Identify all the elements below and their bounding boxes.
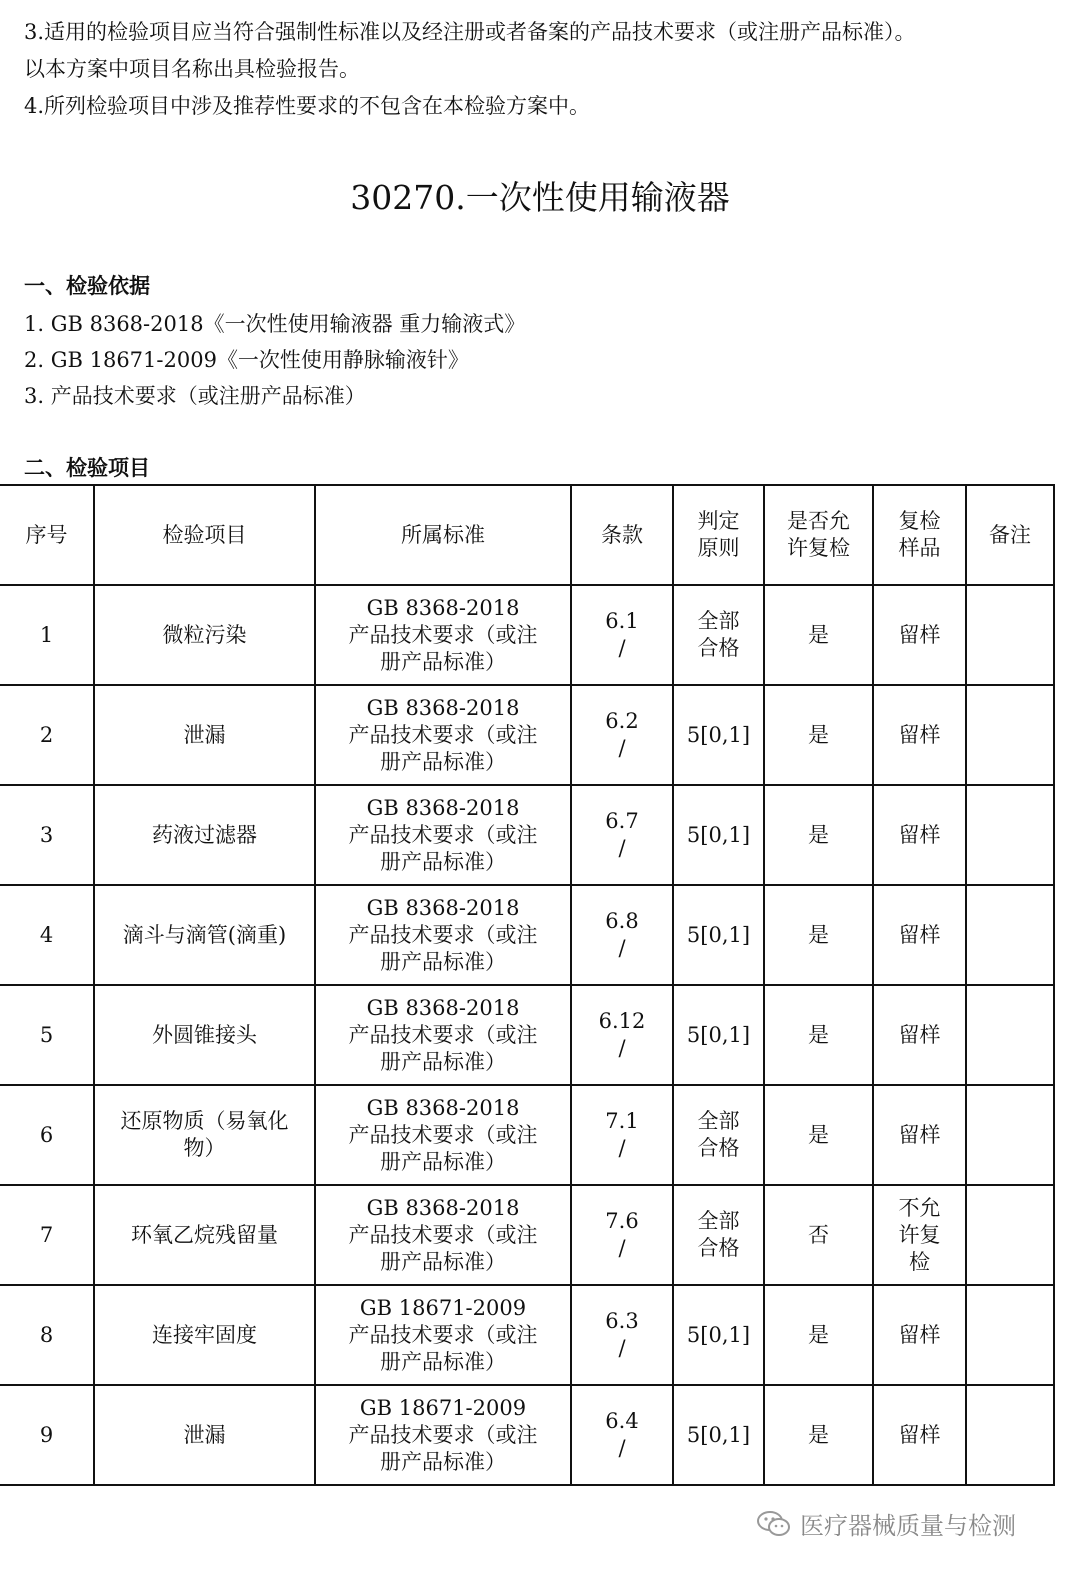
cell-item-line: 滴斗与滴管(滴重) [122,922,287,947]
cell-item [94,885,315,985]
cell-clause [571,1085,673,1185]
cell-standard-line: 册产品标准） [380,1049,506,1074]
header-remark: 备注 [966,485,1054,585]
cell-standard [315,1185,571,1285]
cell-standard-line: 册产品标准） [380,949,506,974]
cell-standard-line: 册产品标准） [380,849,506,874]
cell-remark [966,885,1054,985]
cell-standard-line: GB 18671-2009 [359,1295,527,1320]
table-row [0,1285,1054,1385]
cell-standard-line: GB 8368-2018 [366,895,520,920]
cell-no: 5 [0,985,94,1085]
clause-slash: / [618,1136,626,1160]
cell-no: 8 [0,1285,94,1385]
cell-sample-line: 留样 [898,622,941,647]
cell-recheck: 是 [764,1085,873,1185]
cell-standard [315,1085,571,1185]
table-row [0,1185,1054,1285]
clause-number: 6.3 [605,1309,639,1333]
cell-rule-line: 合格 [697,636,740,660]
cell-item-line: 微粒污染 [162,622,247,647]
cell-item-line: 外圆锥接头 [152,1022,257,1047]
header-recheck-line: 许复检 [787,536,850,560]
cell-clause [571,1285,673,1385]
cell-sample-line: 留样 [898,1122,941,1147]
header-rule-line: 原则 [697,536,740,560]
note-line: 3.适用的检验项目应当符合强制性标准以及经注册或者备案的产品技术要求（或注册产品标准）。 [24,20,916,44]
cell-clause [571,585,673,685]
cell-sample [873,985,966,1085]
cell-standard [315,785,571,885]
cell-item [94,685,315,785]
cell-rule-line: 5[0,1] [686,1022,751,1047]
cell-rule-line: 全部 [697,1209,740,1233]
cell-sample [873,1285,966,1385]
notes [24,14,1064,125]
cell-no: 7 [0,1185,94,1285]
clause-number: 7.1 [605,1109,639,1133]
clause-number: 6.4 [605,1409,639,1433]
cell-sample-line: 不允 [898,1195,941,1220]
clause-number: 6.8 [605,909,639,933]
cell-item-line: 物） [183,1136,226,1160]
cell-standard-line: 产品技术要求（或注 [348,722,538,747]
cell-sample-line: 许复 [898,1222,941,1247]
clause-slash: / [618,936,626,960]
cell-standard-line: 产品技术要求（或注 [348,622,538,647]
cell-recheck: 是 [764,585,873,685]
cell-standard [315,1385,571,1485]
cell-rule-line: 5[0,1] [686,1322,751,1347]
cell-standard [315,685,571,785]
clause-slash: / [618,1336,626,1360]
header-sample-line: 复检 [898,509,941,533]
header-recheck-line: 是否允 [787,509,850,533]
cell-rule-line: 5[0,1] [686,1422,751,1447]
wechat-icon [756,1510,792,1538]
cell-rule [673,685,764,785]
cell-recheck: 是 [764,1285,873,1385]
header-sample [873,485,966,585]
cell-no: 4 [0,885,94,985]
clause-number: 6.12 [598,1009,646,1033]
header-rule [673,485,764,585]
cell-remark [966,785,1054,885]
cell-rule-line: 5[0,1] [686,822,751,847]
header-recheck [764,485,873,585]
section-heading-items: 二、检验项目 [24,456,150,480]
cell-sample-line: 留样 [898,1422,941,1447]
cell-recheck: 否 [764,1185,873,1285]
cell-standard-line: GB 8368-2018 [366,595,520,620]
cell-recheck: 是 [764,685,873,785]
table-row [0,1385,1054,1485]
cell-item [94,785,315,885]
cell-clause [571,985,673,1085]
clause-number: 6.7 [605,809,639,833]
cell-standard [315,585,571,685]
table-row [0,785,1054,885]
table-row [0,885,1054,985]
header-rule-line: 判定 [697,509,740,533]
cell-clause [571,685,673,785]
cell-clause [571,785,673,885]
cell-sample [873,785,966,885]
page-title: 30270.一次性使用输液器 [350,178,730,217]
note-line: 以本方案中项目名称出具检验报告。 [24,57,360,81]
table-row [0,1085,1054,1185]
cell-remark [966,985,1054,1085]
cell-sample-line: 留样 [898,822,941,847]
cell-remark [966,1385,1054,1485]
cell-item [94,1385,315,1485]
clause-slash: / [618,1236,626,1260]
basis-item: 3. 产品技术要求（或注册产品标准） [24,384,366,408]
inspection-table [0,484,1055,1486]
cell-no: 1 [0,585,94,685]
cell-rule-line: 全部 [697,1109,740,1133]
table-row [0,585,1054,685]
cell-recheck: 是 [764,885,873,985]
cell-rule [673,985,764,1085]
cell-standard-line: 产品技术要求（或注 [348,1222,538,1247]
cell-item-line: 泄漏 [183,722,226,747]
note-line: 4.所列检验项目中涉及推荐性要求的不包含在本检验方案中。 [24,94,591,118]
cell-remark [966,585,1054,685]
cell-standard-line: 产品技术要求（或注 [348,922,538,947]
cell-no: 2 [0,685,94,785]
cell-standard-line: GB 8368-2018 [366,695,520,720]
basis-item: 1. GB 8368-2018《一次性使用输液器 重力输液式》 [24,312,526,336]
table-row [0,985,1054,1085]
cell-item [94,1185,315,1285]
cell-sample [873,1185,966,1285]
cell-rule-line: 合格 [697,1236,740,1260]
cell-sample [873,585,966,685]
watermark-text: 医疗器械质量与检测 [800,1512,1016,1540]
header-sample-line: 样品 [898,536,941,560]
cell-standard-line: 产品技术要求（或注 [348,1322,538,1347]
clause-slash: / [618,1036,626,1060]
cell-standard-line: 产品技术要求（或注 [348,822,538,847]
basis-list [24,306,525,414]
cell-item-line: 泄漏 [183,1422,226,1447]
cell-sample [873,1385,966,1485]
cell-standard-line: 册产品标准） [380,1349,506,1374]
cell-sample-line: 留样 [898,1022,941,1047]
cell-item-line: 药液过滤器 [152,822,257,847]
cell-clause [571,1185,673,1285]
cell-standard-line: 册产品标准） [380,749,506,774]
clause-slash: / [618,636,626,660]
cell-no: 6 [0,1085,94,1185]
cell-recheck: 是 [764,985,873,1085]
cell-rule [673,585,764,685]
cell-rule [673,1085,764,1185]
cell-standard-line: 册产品标准） [380,1149,506,1174]
cell-standard-line: GB 8368-2018 [366,1195,520,1220]
table-row [0,685,1054,785]
cell-standard-line: 册产品标准） [380,649,506,674]
cell-standard-line: 产品技术要求（或注 [348,1022,538,1047]
table-body [0,585,1054,1485]
cell-rule-line: 5[0,1] [686,922,751,947]
cell-clause [571,1385,673,1485]
clause-number: 6.1 [605,609,639,633]
cell-remark [966,685,1054,785]
cell-item-line: 连接牢固度 [152,1322,257,1347]
cell-standard-line: GB 8368-2018 [366,995,520,1020]
cell-rule [673,1185,764,1285]
cell-item [94,1285,315,1385]
header-item: 检验项目 [94,485,315,585]
cell-standard-line: GB 18671-2009 [359,1395,527,1420]
cell-standard [315,1285,571,1385]
clause-number: 6.2 [605,709,639,733]
cell-remark [966,1185,1054,1285]
clause-slash: / [618,836,626,860]
cell-standard-line: 产品技术要求（或注 [348,1122,538,1147]
cell-sample-line: 检 [909,1249,930,1274]
cell-sample [873,685,966,785]
cell-standard-line: 册产品标准） [380,1249,506,1274]
cell-rule [673,885,764,985]
cell-recheck: 是 [764,1385,873,1485]
header-clause: 条款 [571,485,673,585]
cell-item [94,585,315,685]
cell-no: 3 [0,785,94,885]
cell-rule [673,1385,764,1485]
section-heading-basis: 一、检验依据 [24,274,150,298]
cell-clause [571,885,673,985]
cell-item-line: 还原物质（易氧化 [120,1109,289,1133]
cell-standard-line: GB 8368-2018 [366,795,520,820]
basis-item: 2. GB 18671-2009《一次性使用静脉输液针》 [24,348,469,372]
cell-rule-line: 合格 [697,1136,740,1160]
header-no: 序号 [0,485,94,585]
clause-slash: / [618,736,626,760]
cell-standard-line: 册产品标准） [380,1449,506,1474]
cell-item-line: 环氧乙烷残留量 [131,1222,278,1247]
cell-no: 9 [0,1385,94,1485]
watermark [756,1506,1016,1541]
cell-sample-line: 留样 [898,1322,941,1347]
cell-item [94,1085,315,1185]
cell-standard [315,985,571,1085]
table-header-row [0,485,1054,585]
header-standard: 所属标准 [315,485,571,585]
cell-sample [873,1085,966,1185]
cell-item [94,985,315,1085]
cell-rule-line: 5[0,1] [686,722,751,747]
cell-recheck: 是 [764,785,873,885]
cell-remark [966,1285,1054,1385]
cell-sample [873,885,966,985]
cell-sample-line: 留样 [898,922,941,947]
cell-rule-line: 全部 [697,609,740,633]
cell-rule [673,785,764,885]
cell-standard-line: GB 8368-2018 [366,1095,520,1120]
cell-standard [315,885,571,985]
clause-number: 7.6 [605,1209,639,1233]
cell-rule [673,1285,764,1385]
cell-sample-line: 留样 [898,722,941,747]
cell-remark [966,1085,1054,1185]
clause-slash: / [618,1436,626,1460]
cell-standard-line: 产品技术要求（或注 [348,1422,538,1447]
